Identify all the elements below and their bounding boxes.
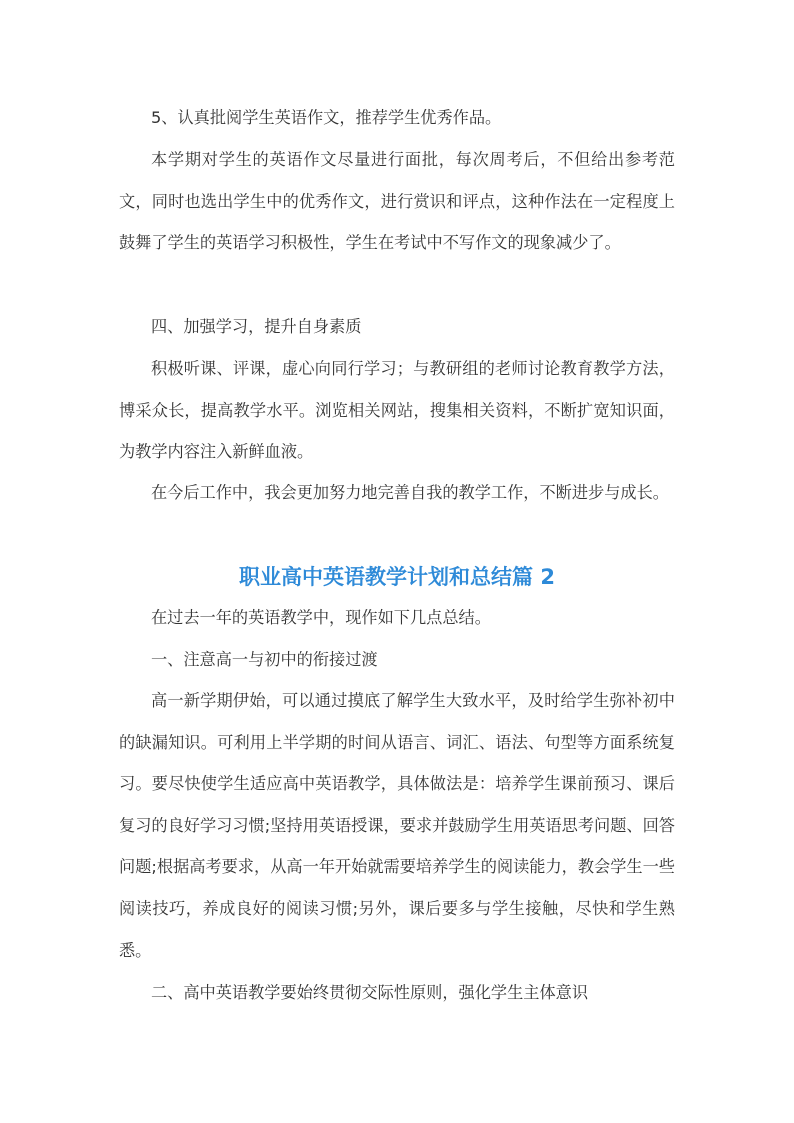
paragraph-transition-details: 高一新学期伊始，可以通过摸底了解学生大致水平，及时给学生弥补初中的缺漏知识。可利用上半学期的时间从语言、词汇、语法、句型等方面系统复习。要尽快使学生适应高中英语教学，具体做法是：培养学生课前预习、课后复习的良好学习习惯;坚持用英语授课，要求并鼓励学生用英语思考问题、回答问题;根据高考要求，从高一年开始就需要培养学生的阅读能力，教会学生一些阅读技巧，养成良好的阅读习惯;另外，课后要多与学生接触，尽快和学生熟悉。 bbox=[119, 691, 675, 960]
paragraph-item-5: 5、认真批阅学生英语作文，推荐学生优秀作品。 bbox=[151, 108, 502, 127]
paragraph-intro-summary: 在过去一年的英语教学中，现作如下几点总结。 bbox=[151, 608, 491, 627]
section-heading-strengthen-study: 四、加强学习，提升自身素质 bbox=[151, 317, 362, 336]
paragraph-essay-review: 本学期对学生的英语作文尽量进行面批，每次周考后，不但给出参考范文，同时也选出学生中的优秀作文，进行赏识和评点，这种作法在一定程度上鼓舞了学生的英语学习积极性，学生在考试中不写作文的现象减少了。 bbox=[119, 150, 675, 253]
article-heading: 职业高中英语教学计划和总结篇 2 bbox=[239, 565, 555, 589]
paragraph-active-learning: 积极听课、评课，虚心向同行学习；与教研组的老师讨论教育教学方法，博采众长，提高教学水平。浏览相关网站，搜集相关资料，不断扩宽知识面，为教学内容注入新鲜血液。 bbox=[119, 359, 675, 462]
paragraph-future-work: 在今后工作中，我会更加努力地完善自我的教学工作，不断进步与成长。 bbox=[151, 483, 669, 502]
section-heading-transition: 一、注意高一与初中的衔接过渡 bbox=[151, 650, 378, 669]
section-heading-communicative-principle: 二、高中英语教学要始终贯彻交际性原则，强化学生主体意识 bbox=[151, 983, 589, 1002]
